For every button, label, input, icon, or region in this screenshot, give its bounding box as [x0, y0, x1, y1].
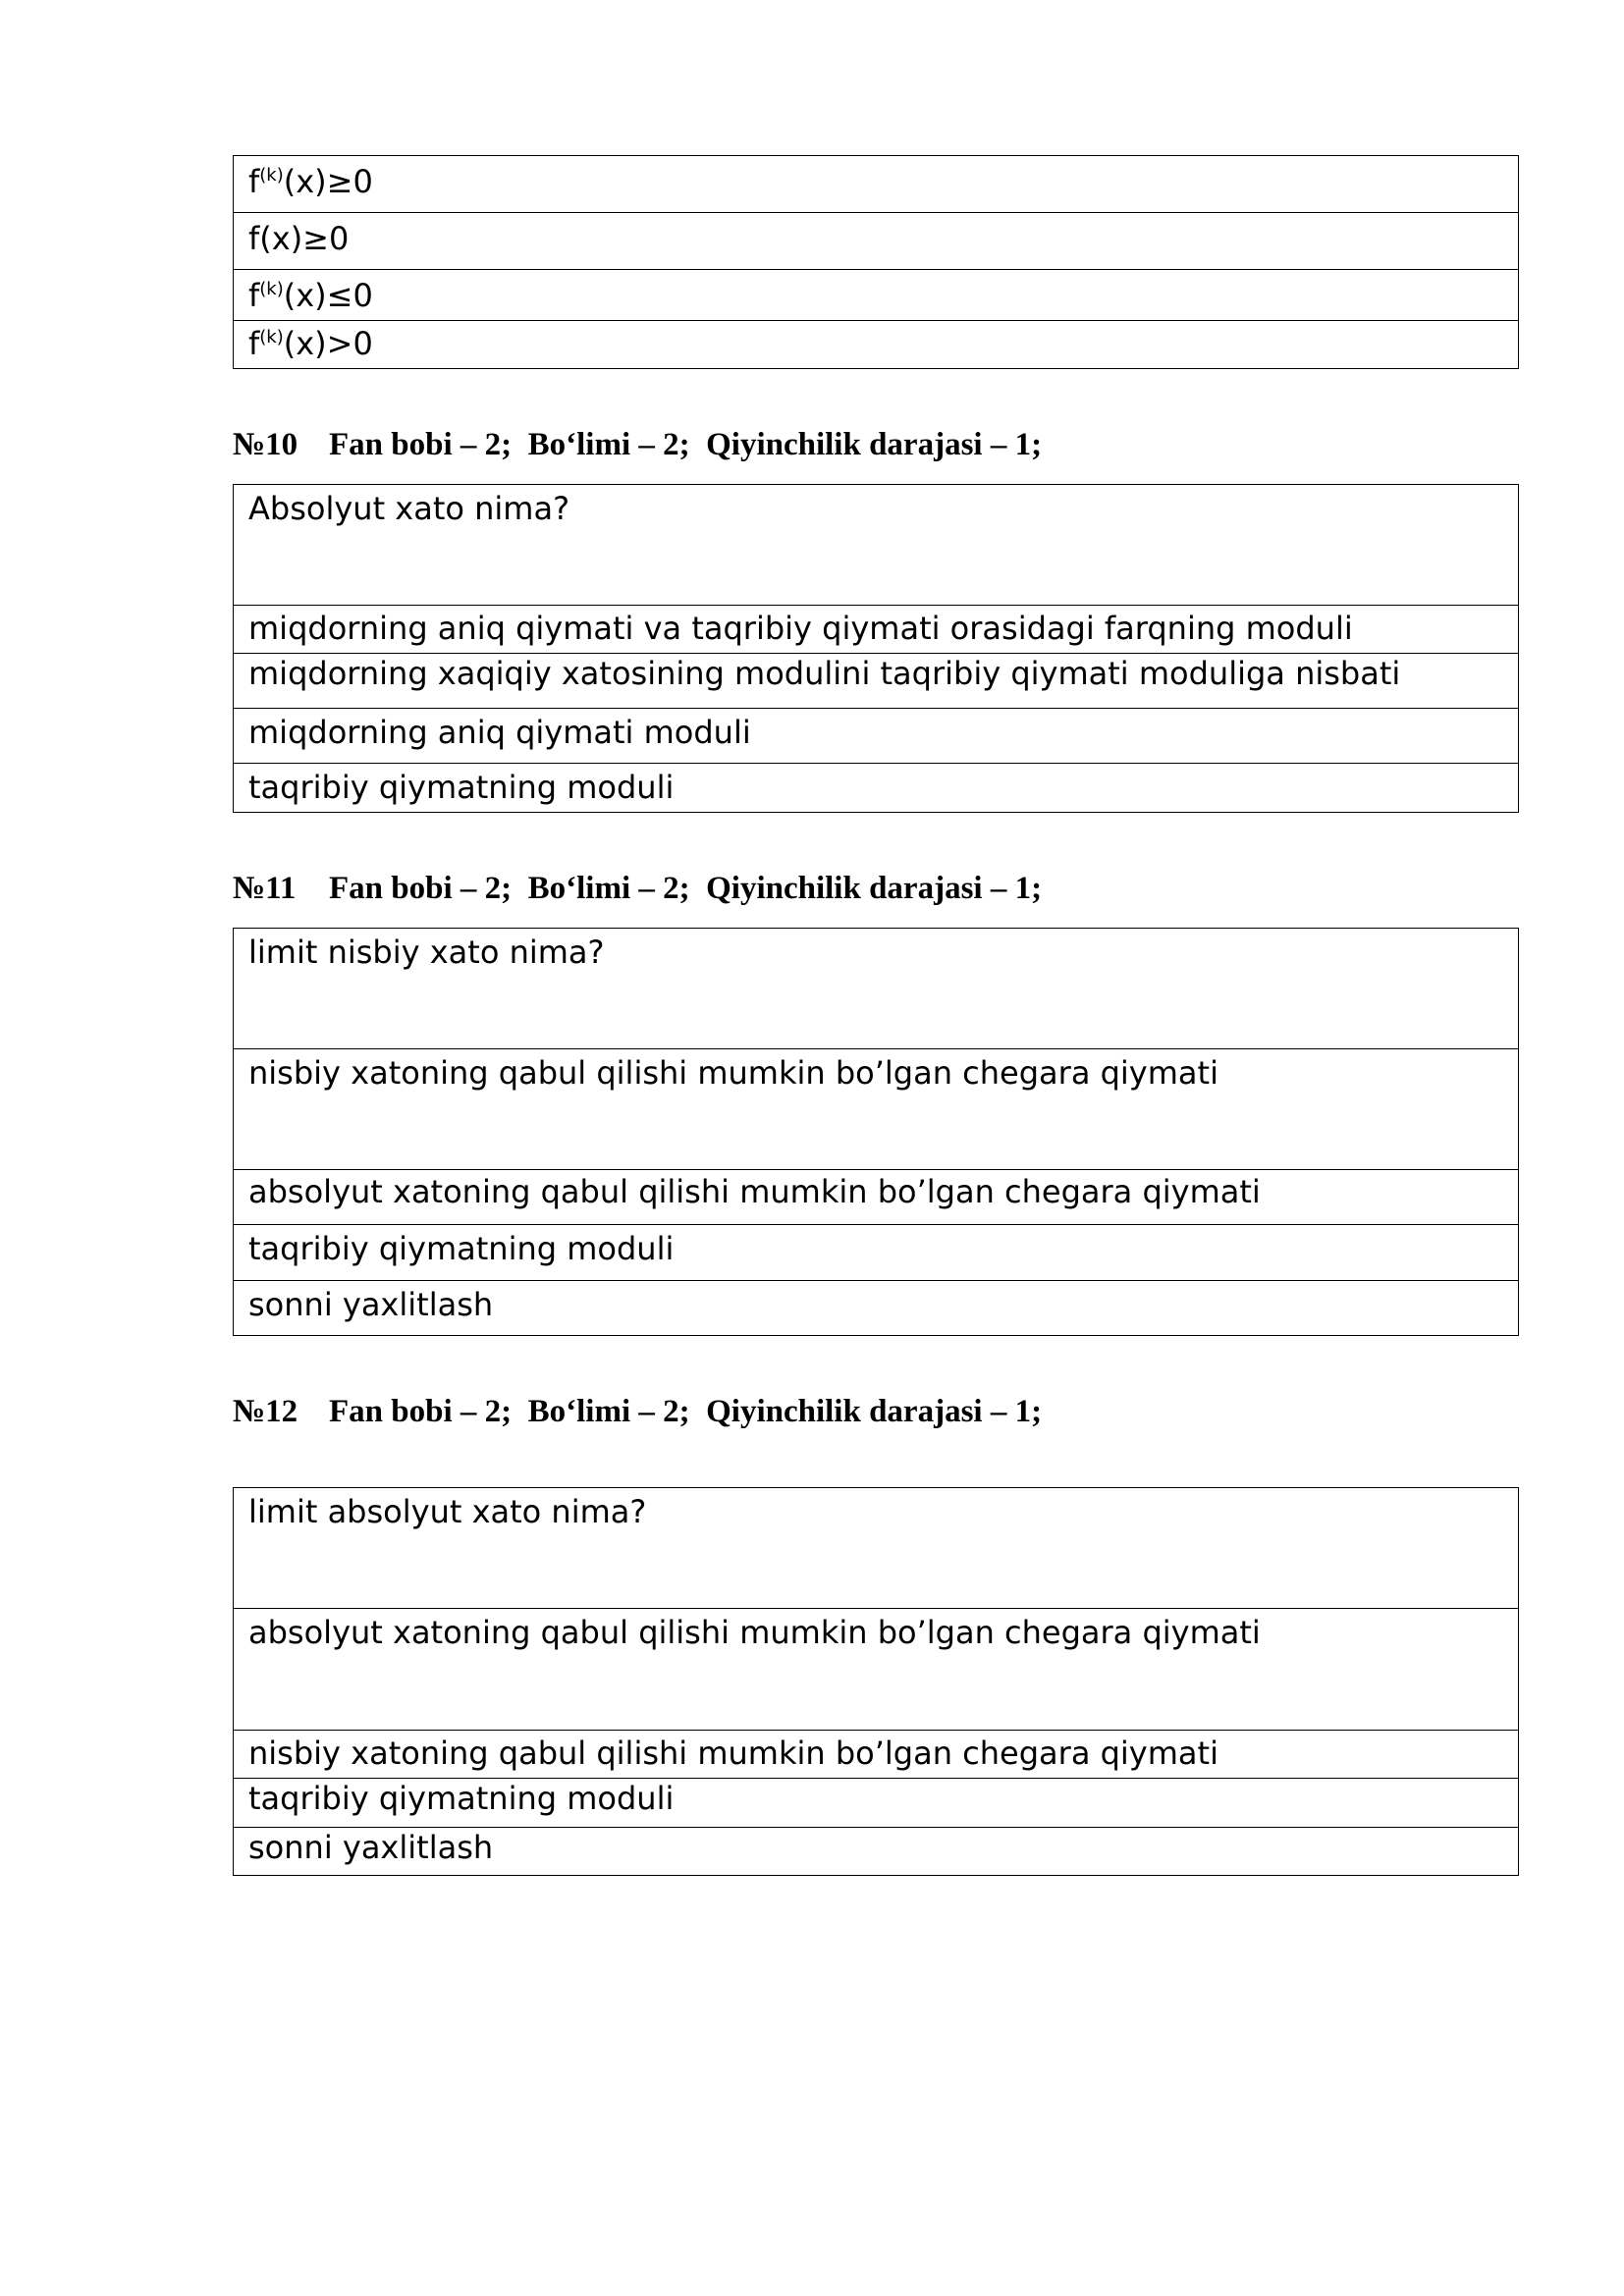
answer-table-q11 — [233, 928, 1519, 1336]
table-row — [234, 1609, 1519, 1731]
table-row — [234, 213, 1519, 270]
table-row — [234, 606, 1519, 654]
table-row — [234, 321, 1519, 369]
question-meta: Fan bobi – 2; Bo‘limi – 2; Qiyinchilik darajasi – 1; — [329, 427, 1043, 462]
question-number: №11 — [233, 871, 297, 906]
answer-cell: taqribiy qiymatning moduli — [234, 764, 1519, 813]
question-heading — [233, 871, 1042, 907]
answer-cell: $f^{(k)}(x)>0$ — [234, 321, 1519, 369]
table-row — [234, 270, 1519, 321]
question-heading — [233, 427, 1042, 463]
table-row — [234, 1170, 1519, 1225]
answer-cell: miqdorning xaqiqiy xatosining modulini taqribiy qiymati moduliga nisbati — [234, 654, 1519, 709]
question-cell: Absolyut xato nima? — [234, 485, 1519, 606]
answer-table-q10 — [233, 484, 1519, 813]
question-number: №12 — [233, 1394, 298, 1429]
question-heading — [233, 1394, 1042, 1430]
question-meta: Fan bobi – 2; Bo‘limi – 2; Qiyinchilik darajasi – 1; — [329, 1394, 1043, 1429]
table-row — [234, 1828, 1519, 1876]
answer-cell: sonni yaxlitlash — [234, 1828, 1519, 1876]
table-row — [234, 1488, 1519, 1609]
answer-cell: absolyut xatoning qabul qilishi mumkin bo’lgan chegara qiymati — [234, 1170, 1519, 1225]
question-number: №10 — [233, 427, 298, 462]
question-cell: limit nisbiy xato nima? — [234, 929, 1519, 1049]
table-row — [234, 1281, 1519, 1336]
table-row — [234, 1049, 1519, 1170]
answer-cell: nisbiy xatoning qabul qilishi mumkin bo’lgan chegara qiymati — [234, 1049, 1519, 1170]
answer-cell: $f^{(k)}(x)\ge 0$ — [234, 156, 1519, 213]
answer-cell: $f^{(k)}(x)\le 0$ — [234, 270, 1519, 321]
answer-cell: f(x)≥0 — [234, 213, 1519, 270]
table-row — [234, 654, 1519, 709]
question-meta: Fan bobi – 2; Bo‘limi – 2; Qiyinchilik darajasi – 1; — [329, 871, 1043, 906]
answer-cell: taqribiy qiymatning moduli — [234, 1779, 1519, 1828]
table-row — [234, 1225, 1519, 1281]
table-row — [234, 709, 1519, 764]
answer-cell: miqdorning aniq qiymati moduli — [234, 709, 1519, 764]
table-row — [234, 1779, 1519, 1828]
answer-cell: sonni yaxlitlash — [234, 1281, 1519, 1336]
question-cell: limit absolyut xato nima? — [234, 1488, 1519, 1609]
answer-table-q9 — [233, 155, 1519, 369]
table-row — [234, 764, 1519, 813]
table-row — [234, 929, 1519, 1049]
answer-table-q12 — [233, 1487, 1519, 1876]
answer-cell: miqdorning aniq qiymati va taqribiy qiymati orasidagi farqning moduli — [234, 606, 1519, 654]
answer-cell: taqribiy qiymatning moduli — [234, 1225, 1519, 1281]
table-row — [234, 156, 1519, 213]
answer-cell: nisbiy xatoning qabul qilishi mumkin bo’lgan chegara qiymati — [234, 1731, 1519, 1779]
table-row — [234, 1731, 1519, 1779]
answer-cell: absolyut xatoning qabul qilishi mumkin bo’lgan chegara qiymati — [234, 1609, 1519, 1731]
table-row — [234, 485, 1519, 606]
